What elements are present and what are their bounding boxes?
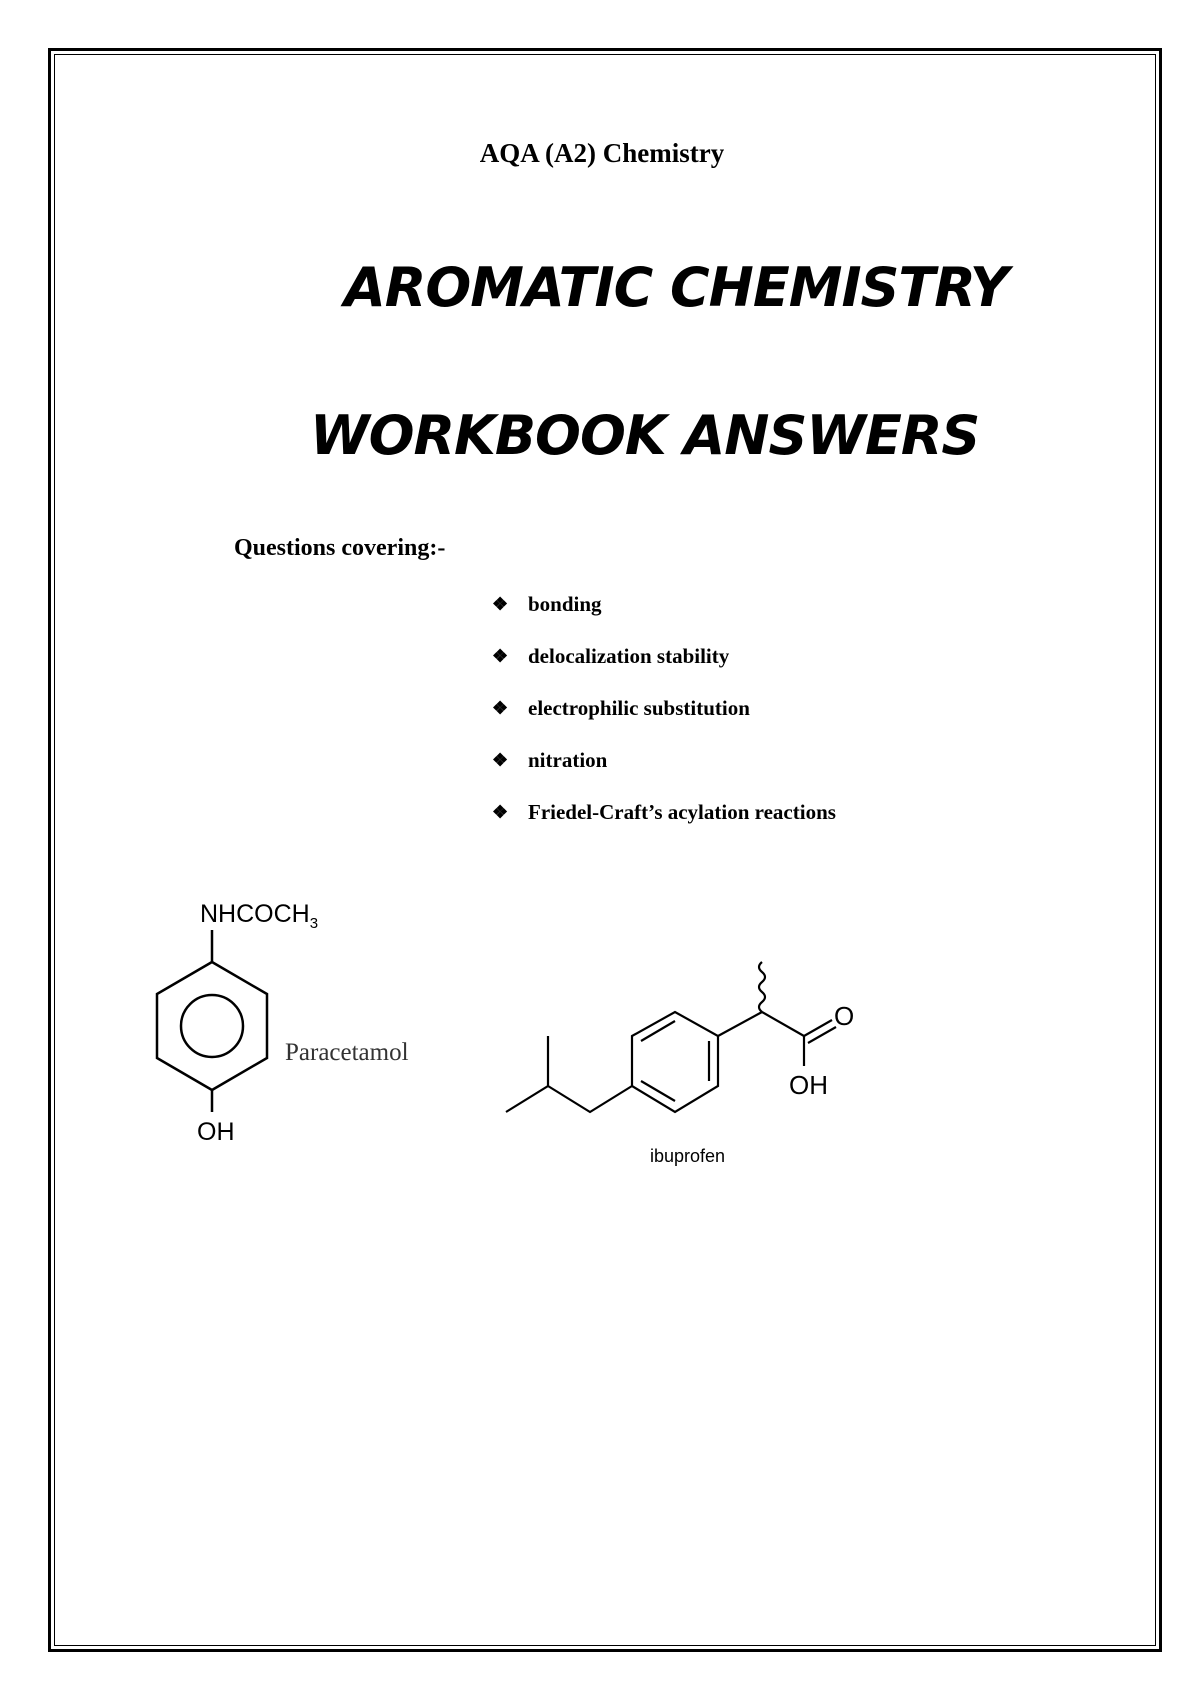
ibuprofen-structure [506, 962, 854, 1166]
paracetamol-structure [157, 900, 409, 1146]
page-title-line-2: WORKBOOK ANSWERS [310, 404, 980, 467]
paracetamol-name: Paracetamol [285, 1039, 409, 1066]
diamond-bullet-icon: ❖ [492, 801, 509, 822]
ibuprofen-benzene-ring [632, 1012, 718, 1112]
ibuprofen-name: ibuprofen [650, 1146, 726, 1166]
topic-label: bonding [528, 591, 602, 616]
ibuprofen-wavy-bond [759, 962, 765, 1012]
paracetamol-top-group: $NHCOCH_3$ [200, 900, 319, 932]
paracetamol-oh-group: OH [197, 1118, 235, 1146]
topic-label: electrophilic substitution [528, 695, 750, 720]
paracetamol-delocalised-ring [181, 995, 243, 1057]
diamond-bullet-icon: ❖ [492, 749, 509, 770]
topic-label: nitration [528, 747, 608, 772]
ibuprofen-oh-group: OH [789, 1070, 828, 1100]
ibuprofen-carbonyl-o: O [834, 1001, 855, 1031]
paracetamol-benzene-ring [157, 962, 267, 1090]
topic-label: delocalization stability [528, 643, 730, 668]
diamond-bullet-icon: ❖ [492, 645, 509, 666]
diamond-bullet-icon: ❖ [492, 697, 509, 718]
page-subtitle: AQA (A2) Chemistry [479, 138, 725, 168]
questions-covering-heading: Questions covering:- [234, 535, 446, 561]
topic-label: Friedel-Craft’s acylation reactions [528, 799, 836, 824]
diamond-bullet-icon: ❖ [492, 593, 509, 614]
page-title-line-1: AROMATIC CHEMISTRY [344, 256, 1008, 319]
